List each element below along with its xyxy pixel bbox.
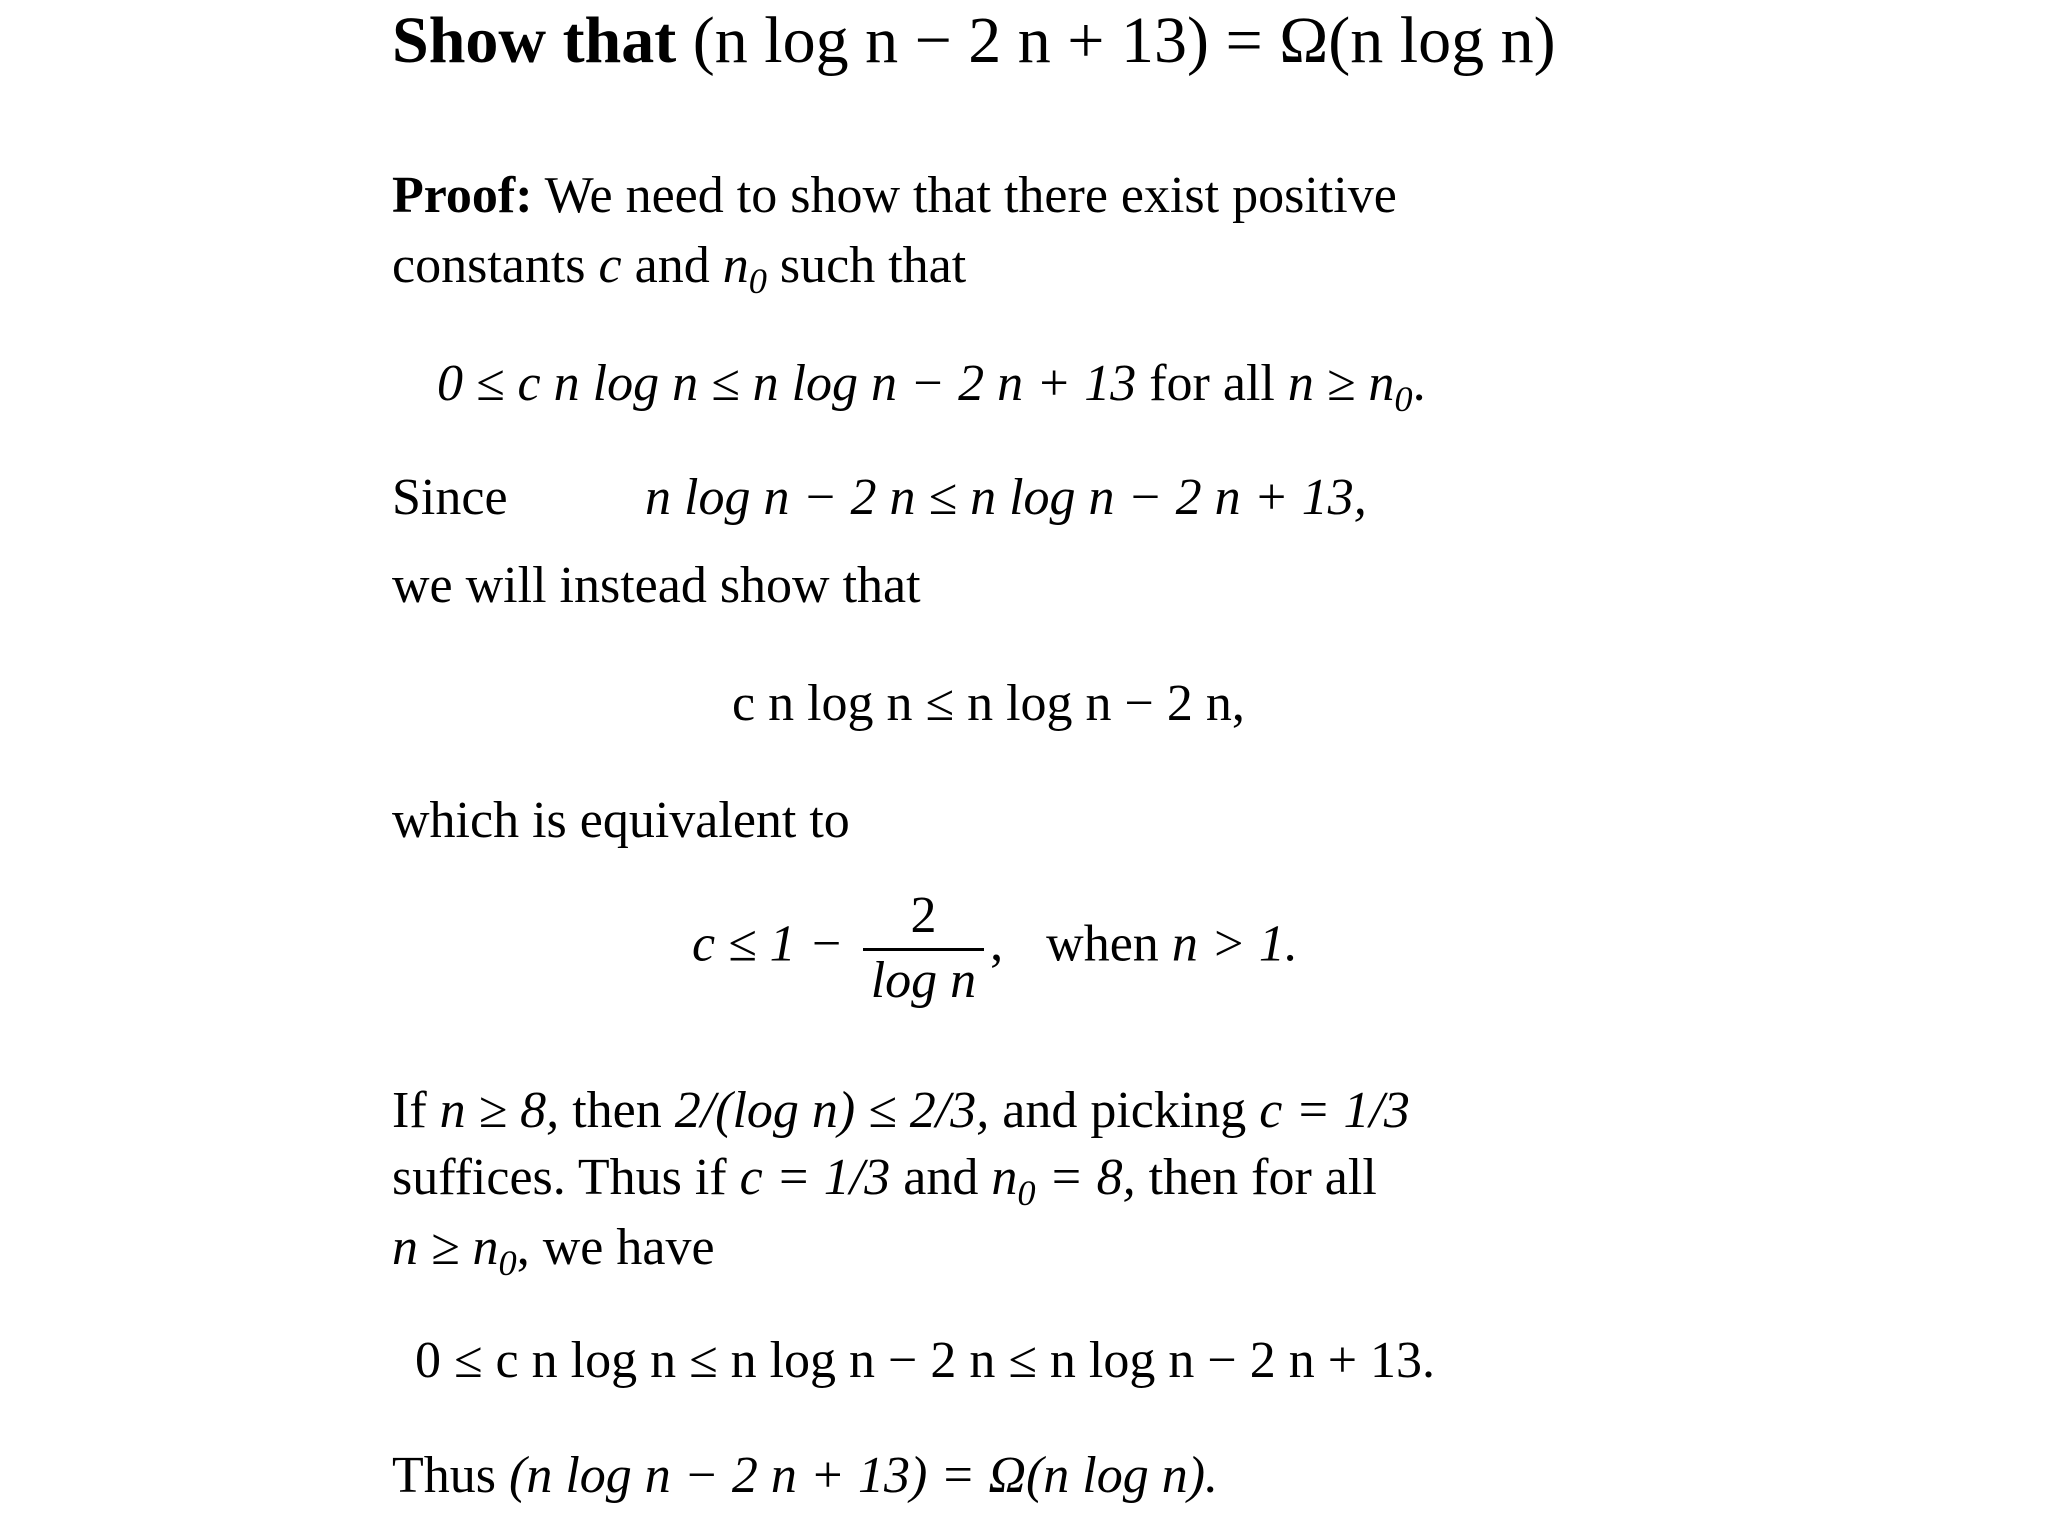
proof-text-1: We need to show that there exist positive: [544, 167, 1397, 224]
fraction-denominator: log n: [870, 952, 977, 1009]
equation-4: 0 ≤ c n log n ≤ n log n − 2 n ≤ n log n − 2 n + 13.: [415, 1332, 1436, 1389]
para-math-n-ge-8: n ≥ 8,: [439, 1082, 560, 1139]
equation-3: [692, 887, 1298, 1009]
para-math-bound: 2/(log n) ≤ 2/3,: [674, 1082, 990, 1139]
para-text-we-have: , we have: [516, 1219, 715, 1276]
equivalent-line: which is equivalent to: [392, 792, 850, 849]
conclusion-lead: Thus: [392, 1447, 496, 1504]
paragraph-line-2: [392, 1149, 1377, 1213]
fraction-2-over-log-n: [863, 887, 984, 1009]
para-text-then: then: [572, 1082, 662, 1139]
para-text-suffices: suffices. Thus if: [392, 1149, 727, 1206]
since-expression: n log n − 2 n ≤ n log n − 2 n + 13,: [645, 469, 1367, 526]
paragraph-line-1: [392, 1082, 1410, 1139]
equation-1-expr: 0 ≤ c n log n ≤ n log n − 2 n + 13: [437, 355, 1137, 412]
para-math-c-value: c = 1/3: [739, 1149, 891, 1206]
proof-text-2c: such that: [779, 237, 967, 294]
para-math-n0-value: $n_0 = 8$,: [991, 1149, 1136, 1213]
para-text-and: and: [903, 1149, 979, 1206]
equation-1: [437, 355, 1426, 419]
equation-1-period: .: [1412, 355, 1426, 412]
proof-text-2b: and: [634, 237, 710, 294]
constant-n0: $n_0$: [722, 237, 767, 301]
instead-line: we will instead show that: [392, 557, 921, 614]
conclusion-expression: (n log n − 2 n + 13) = Ω(n log n).: [509, 1447, 1219, 1504]
equation-1-cond: $n \ge n_0$: [1287, 355, 1413, 419]
since-line: [392, 469, 1367, 526]
para-text-picking: and picking: [1002, 1082, 1247, 1139]
proof-line-2: [392, 237, 967, 301]
para-text-for-all: then for all: [1148, 1149, 1377, 1206]
para-math-c: c = 1/3: [1259, 1082, 1410, 1139]
since-label: Since: [392, 469, 508, 526]
paragraph-line-3: [392, 1219, 715, 1283]
proof-line-1: [392, 167, 1397, 224]
equation-3-lhs: c ≤ 1 −: [692, 915, 844, 973]
fraction-numerator: 2: [910, 887, 937, 944]
problem-statement: [392, 4, 1556, 77]
equation-1-text: for all: [1149, 355, 1275, 412]
equation-3-when: when: [1046, 915, 1159, 973]
title-expression: (n log n − 2 n + 13) = Ω(n log n): [692, 4, 1556, 77]
equation-2: c n log n ≤ n log n − 2 n,: [732, 675, 1245, 732]
equation-3-cond: n > 1.: [1171, 915, 1298, 973]
para-math-n-ge-n0: $n \ge n_0$: [392, 1219, 517, 1283]
proof-text-2a: constants: [392, 237, 586, 294]
constant-c: c: [598, 237, 622, 294]
conclusion-line: [392, 1447, 1219, 1504]
para-text-if: If: [392, 1082, 427, 1139]
equation-3-comma: ,: [990, 915, 1004, 973]
title-lead: Show that: [392, 4, 677, 77]
proof-label: Proof:: [392, 167, 533, 224]
